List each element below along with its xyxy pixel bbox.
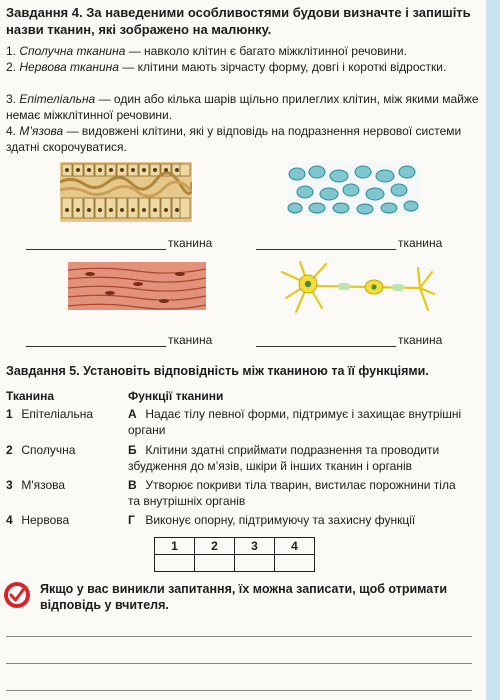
epithelial-tissue-illustration xyxy=(60,162,192,222)
task5-col-left-header: Тканина xyxy=(6,389,55,403)
answer-table xyxy=(154,537,315,572)
tissue-item-2: 2 Сполучна xyxy=(6,443,76,457)
answer-cell-2[interactable] xyxy=(195,555,235,572)
writing-line-3[interactable] xyxy=(6,690,472,691)
tissue-item-4: 4 Нервова xyxy=(6,513,70,527)
answer-header-2: 2 xyxy=(195,538,235,555)
check-icon xyxy=(4,582,30,608)
answer-table-row xyxy=(155,555,315,572)
writing-line-2[interactable] xyxy=(6,663,472,664)
muscle-tissue-illustration xyxy=(68,262,206,310)
answer-table-header xyxy=(155,538,315,555)
function-item-b: Б Клітини здатні сприймати подразнення та проводити збудження до м’язів, шкіри й інших тканин і органів xyxy=(128,443,440,473)
function-item-v: В Утворює покриви тіла тварин, вистилає порожнини тіла та внутрішніх органів xyxy=(128,478,456,508)
task4-item-2: 2. Нервова тканина — клітини мають зірчасту форму, довгі і короткі відростки. xyxy=(6,60,447,74)
answer-header-3: 3 xyxy=(235,538,275,555)
connective-tissue-illustration xyxy=(287,162,419,216)
answer-cell-4[interactable] xyxy=(275,555,315,572)
task5-col-right-header: Функції тканини xyxy=(128,389,224,403)
task4-item-3: 3. Епітеліальна — один або кілька шарів щільно прилеглих клітин, між якими майже немає міжклітинної речовини. xyxy=(6,92,479,122)
function-item-g: Г Виконує опорну, підтримуючу та захисну функції xyxy=(128,513,416,527)
teacher-note: Якщо у вас виникли запитання, їх можна записати, щоб отримати відповідь у вчителя. xyxy=(40,582,448,612)
task4-title: Завдання 4. За наведеними особливостями будови визначте і запишіть назви тканин, які зображено на малюнку. xyxy=(6,5,471,37)
task4-item-1: 1. Сполучна тканина — навколо клітин є багато міжклітинної речовини. xyxy=(6,44,407,58)
tissue-item-3: 3 М'язова xyxy=(6,478,66,492)
answer-cell-3[interactable] xyxy=(235,555,275,572)
writing-line-1[interactable] xyxy=(6,636,472,637)
answer-cell-1[interactable] xyxy=(155,555,195,572)
task4-item-4: 4. М’язова — видовжені клітини, які у відповідь на подразнення нервової системи здатні скорочуватися. xyxy=(6,124,462,154)
answer-header-4: 4 xyxy=(275,538,315,555)
tissue-item-1: 1 Епітеліальна xyxy=(6,407,94,421)
answer-blank-3[interactable]: тканина xyxy=(26,333,212,347)
answer-blank-1[interactable]: тканина xyxy=(26,236,212,250)
nerve-tissue-illustration xyxy=(278,258,436,314)
task5-title: Завдання 5. Установіть відповідність між тканиною та її функціями. xyxy=(6,364,429,378)
answer-blank-4[interactable]: тканина xyxy=(256,333,442,347)
answer-blank-2[interactable]: тканина xyxy=(256,236,442,250)
page-edge-bar xyxy=(486,0,500,700)
answer-header-1: 1 xyxy=(155,538,195,555)
function-item-a: А Надає тілу певної форми, підтримує і захищає внутрішні органи xyxy=(128,407,462,437)
